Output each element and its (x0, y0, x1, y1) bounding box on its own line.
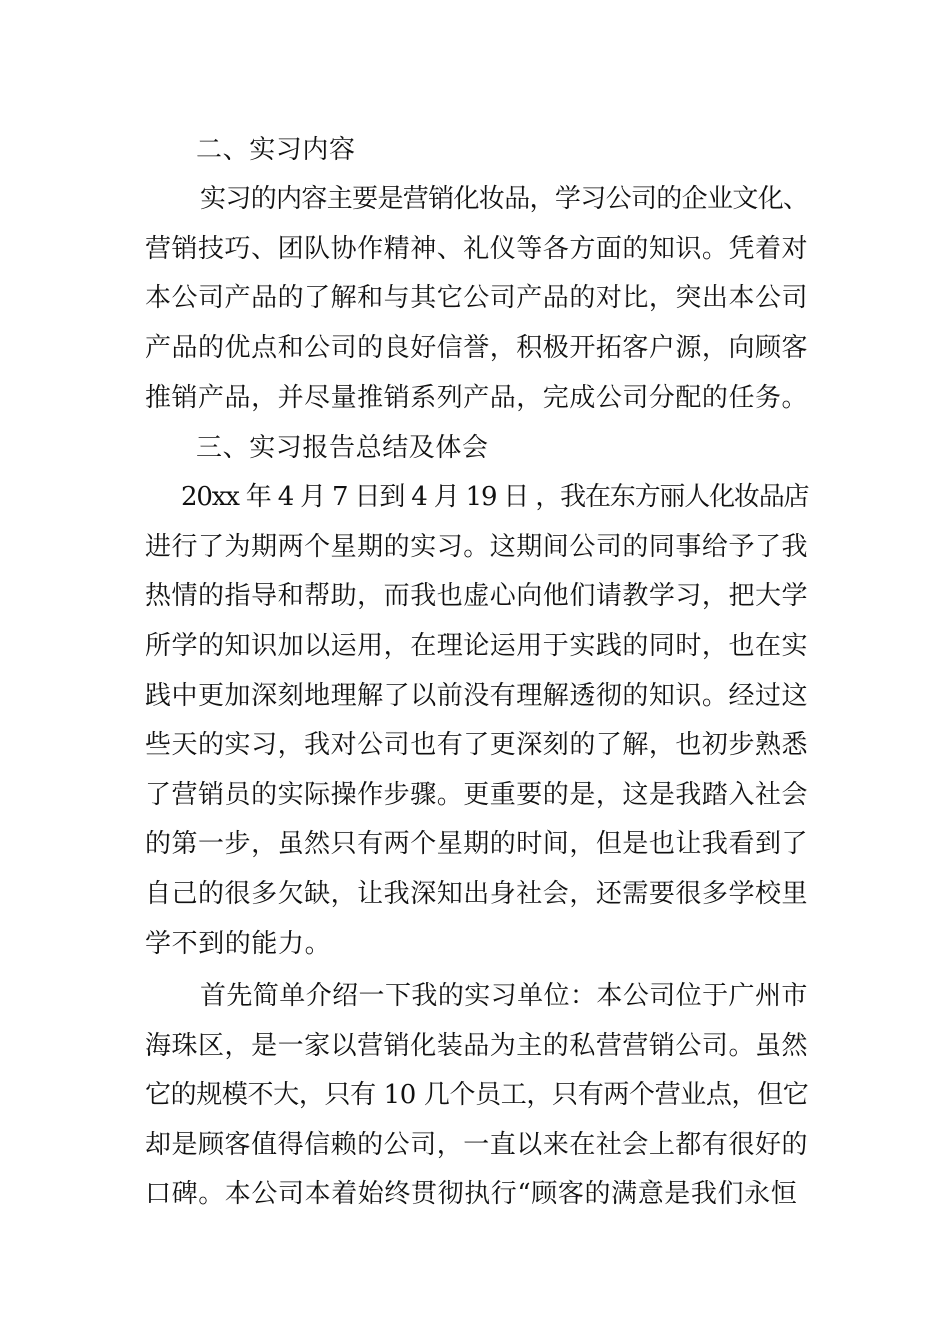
paragraph-line: 自己的很多欠缺，让我深知出身社会，还需要很多学校里 (145, 879, 809, 909)
paragraph-line: 实习的内容主要是营销化妆品，学习公司的企业文化、 (200, 184, 809, 214)
paragraph-line: 海珠区，是一家以营销化装品为主的私营营销公司。虽然 (145, 1031, 809, 1061)
paragraph-line: 学不到的能力。 (145, 929, 332, 959)
paragraph-line: 20xx 年 4 月 7 日到 4 月 19 日 ，我在东方丽人化妆品店 (181, 482, 809, 512)
paragraph-line: 了营销员的实际操作步骤。更重要的是，这是我踏入社会 (145, 780, 809, 810)
paragraph-line: 它的规模不大，只有 10 几个员工，只有两个营业点，但它 (145, 1080, 809, 1110)
paragraph-line: 营销技巧、团队协作精神、礼仪等各方面的知识。凭着对 (145, 234, 809, 264)
heading-summary: 三、实习报告总结及体会 (196, 433, 489, 463)
paragraph-line: 进行了为期两个星期的实习。这期间公司的同事给予了我 (145, 532, 809, 562)
paragraph-line: 产品的优点和公司的良好信誉，积极开拓客户源，向顾客 (145, 333, 809, 363)
paragraph-line: 践中更加深刻地理解了以前没有理解透彻的知识。经过这 (145, 681, 809, 711)
paragraph-line: 热情的指导和帮助，而我也虚心向他们请教学习，把大学 (145, 581, 809, 611)
paragraph-line: 所学的知识加以运用，在理论运用于实践的同时，也在实 (145, 631, 809, 661)
heading-internship-content: 二、实习内容 (196, 135, 356, 165)
paragraph-line: 口碑。本公司本着始终贯彻执行“顾客的满意是我们永恒 (145, 1179, 798, 1209)
paragraph-line: 本公司产品的了解和与其它公司产品的对比，突出本公司 (145, 283, 809, 313)
paragraph-line: 些天的实习，我对公司也有了更深刻的了解，也初步熟悉 (145, 730, 809, 760)
paragraph-line: 推销产品，并尽量推销系列产品，完成公司分配的任务。 (145, 383, 809, 413)
paragraph-line: 却是顾客值得信赖的公司，一直以来在社会上都有很好的 (145, 1130, 809, 1160)
paragraph-line: 首先简单介绍一下我的实习单位：本公司位于广州市 (200, 981, 808, 1011)
paragraph-line: 的第一步，虽然只有两个星期的时间，但是也让我看到了 (145, 829, 809, 859)
